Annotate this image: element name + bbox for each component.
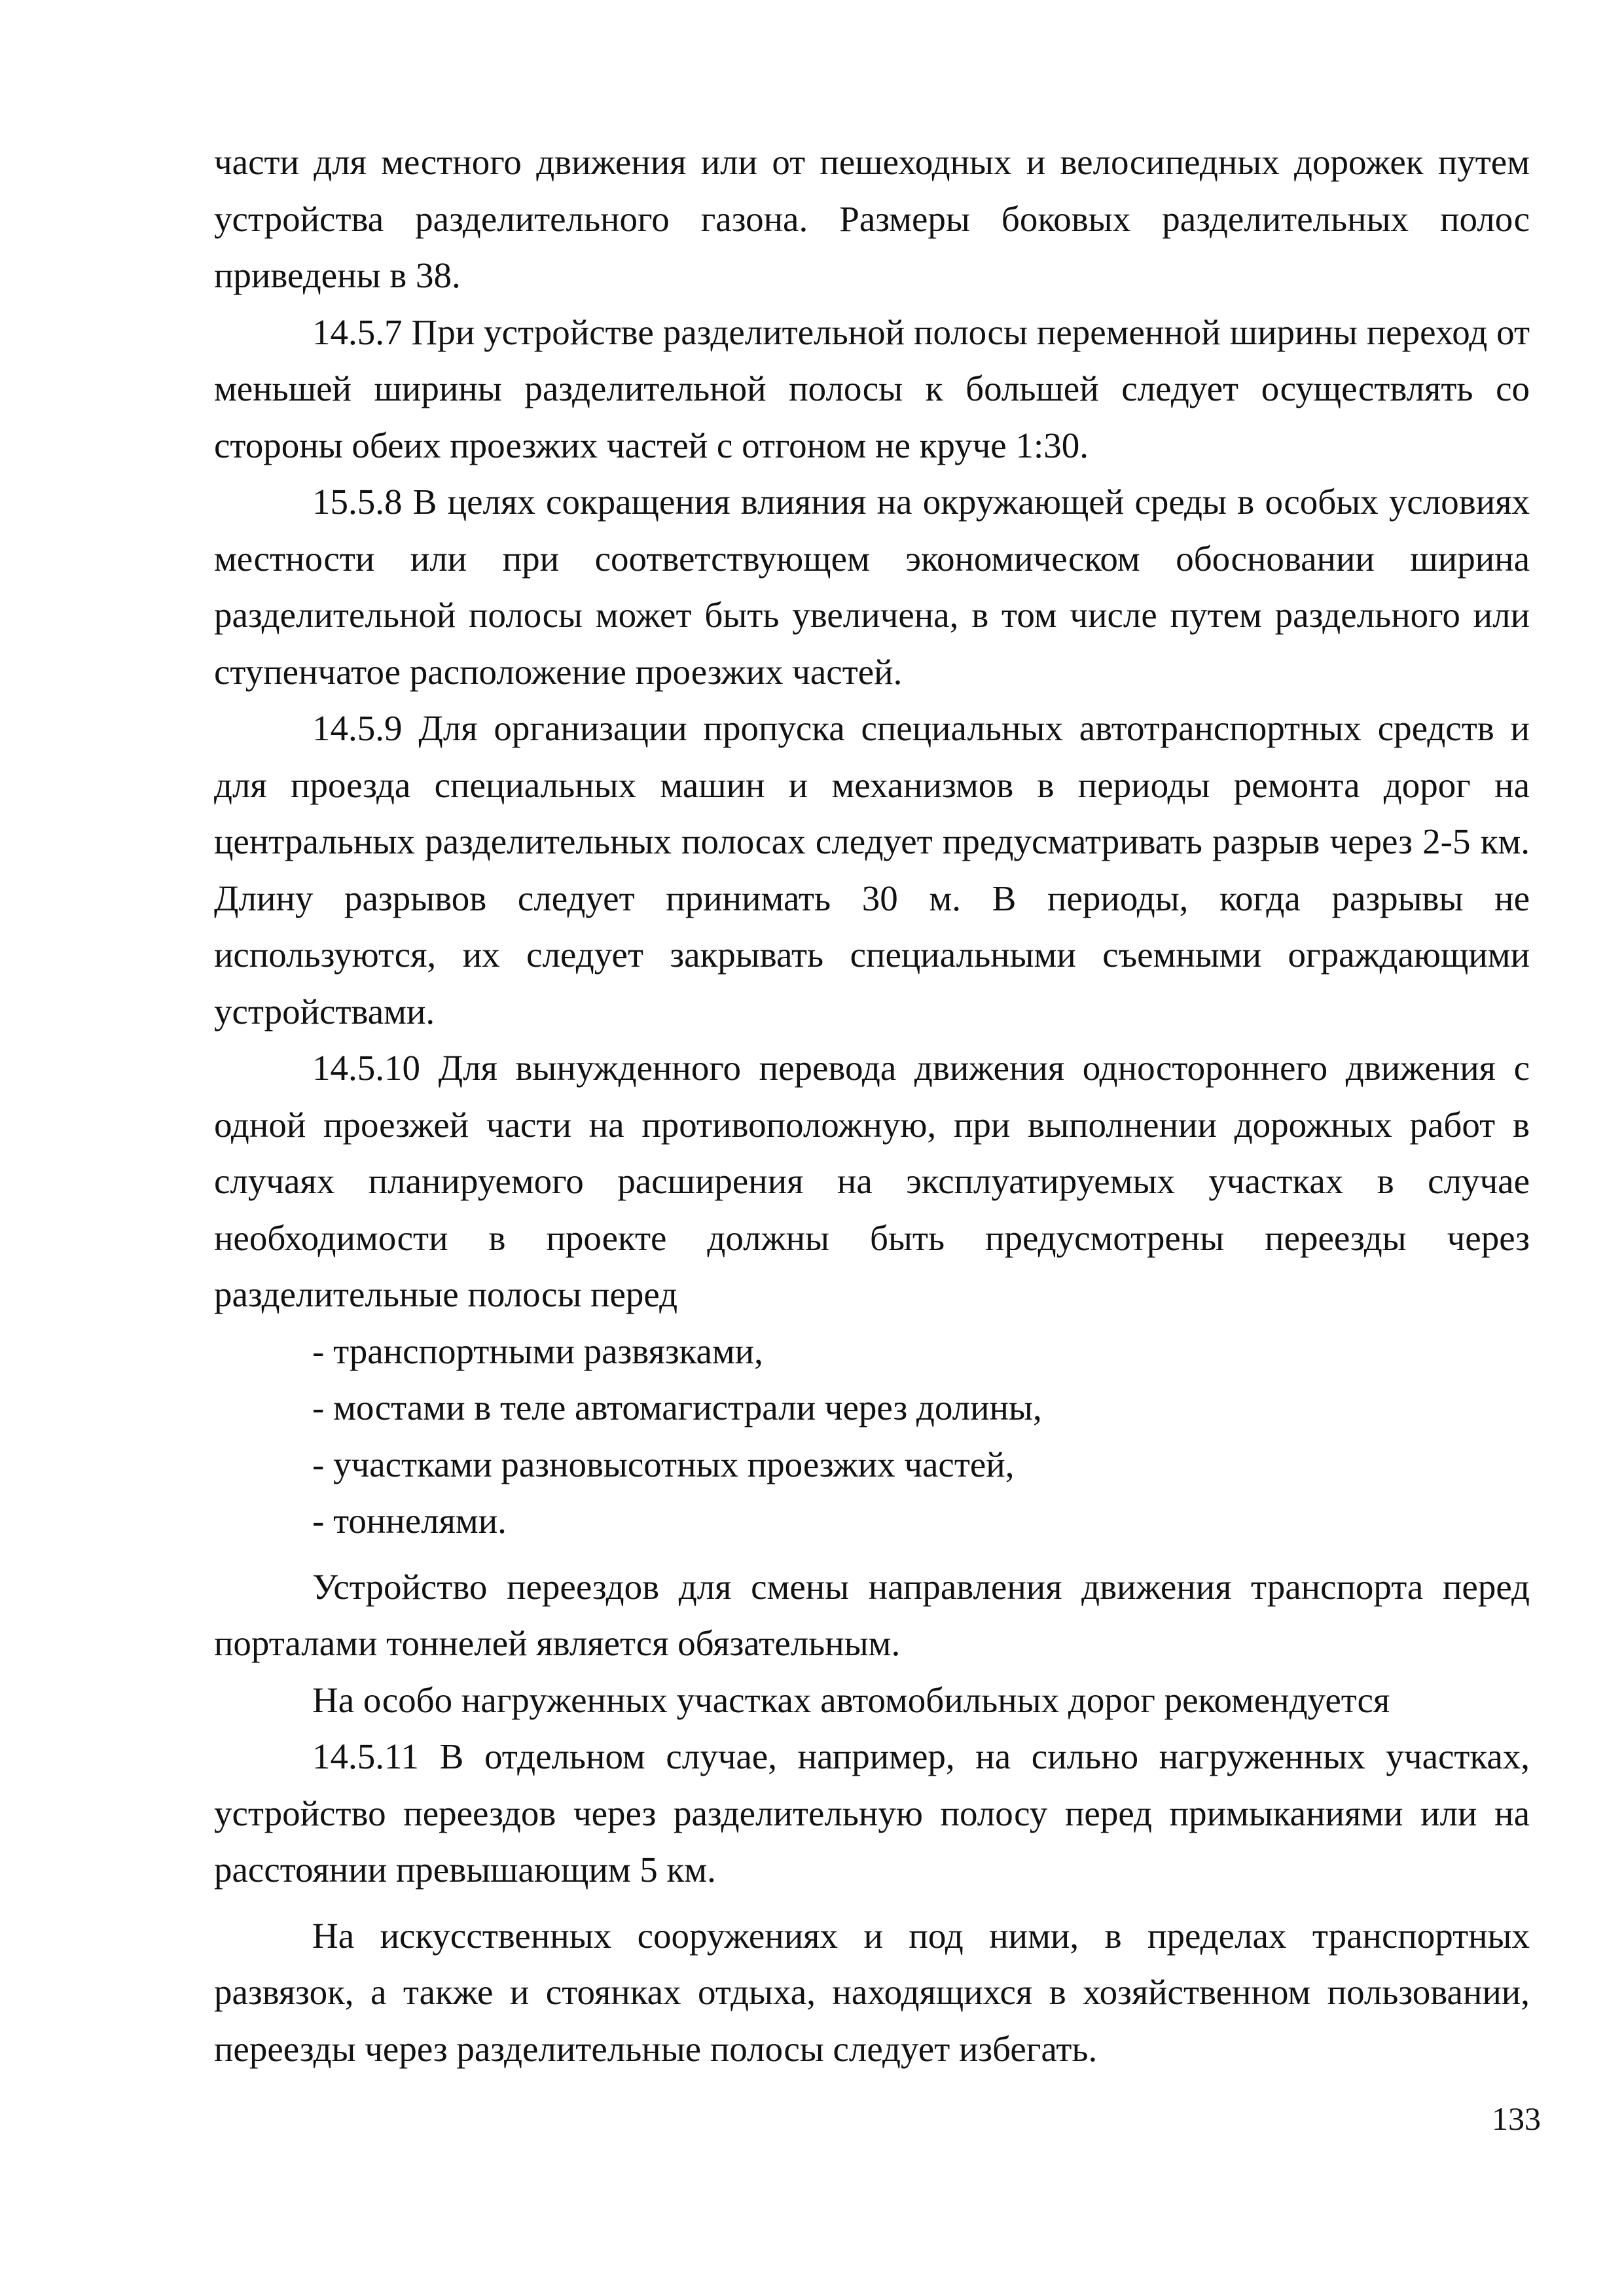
document-page [214,134,1530,2077]
list-item: - мостами в теле автомагистрали через долины, [312,1388,1042,1427]
page-number: 133 [1492,2100,1541,2137]
paragraph-14-5-10: 14.5.10 Для вынужденного перевода движения одностороннего движения с одной проезжей части на противоположную, при выполнении дорожных работ в случаях планируемого расширения на эксплуатируемых участках в случае необходимости в проекте должны быть предусмотрены переезды через разделительные полосы перед [214,1048,1530,1314]
paragraph-tunnel-portals: Устройство переездов для смены направления движения транспорта перед порталами тоннелей является обязательным. [214,1566,1530,1663]
crossing-list [214,1323,1530,1550]
list-item: - тоннелями. [312,1501,507,1541]
paragraph-15-5-8: 15.5.8 В целях сокращения влияния на окружающей среды в особых условиях местности или при соответствующем экономическом обосновании ширина разделительной полосы может быть увеличена, в том числе путем раздельного или ступенчатое расположение проезжих частей. [214,482,1530,692]
list-item: - участками разновысотных проезжих частей, [312,1444,1015,1484]
paragraph-loaded-sections: На особо нагруженных участках автомобильных дорог рекомендуется [312,1679,1390,1720]
paragraph-14-5-7: 14.5.7 При устройстве разделительной полосы переменной ширины переход от меньшей ширины разделительной полосы к большей следует осуществлять со стороны обеих проезжих частей с отгоном не круче 1:30. [214,312,1530,465]
paragraph-14-5-9: 14.5.9 Для организации пропуска специальных автотранспортных средств и для проезда специальных машин и механизмов в периоды ремонта дорог на центральных разделительных полосах следует предусматривать разрыв через 2-5 км. Длину разрывов следует принимать 30 м. В периоды, когда разрывы не используются, их следует закрывать специальными съемными ограждающими устройствами. [214,708,1530,1031]
paragraph-artificial-structures: На искусственных сооружениях и под ними, в пределах транспортных развязок, а также и стоянках отдыха, находящихся в хозяйственном пользовании, переезды через разделительные полосы следует избегать. [214,1915,1530,2069]
paragraph-14-5-11: 14.5.11 В отдельном случае, например, на сильно нагруженных участках, устройство переездов через разделительную полосу перед примыканиями или на расстоянии превышающим 5 км. [214,1736,1530,1890]
paragraph-separator-lawn: части для местного движения или от пешеходных и велосипедных дорожек путем устройства разделительного газона. Размеры боковых разделительных полос приведены в 38. [214,142,1530,295]
list-item: - транспортными развязками, [312,1331,763,1371]
